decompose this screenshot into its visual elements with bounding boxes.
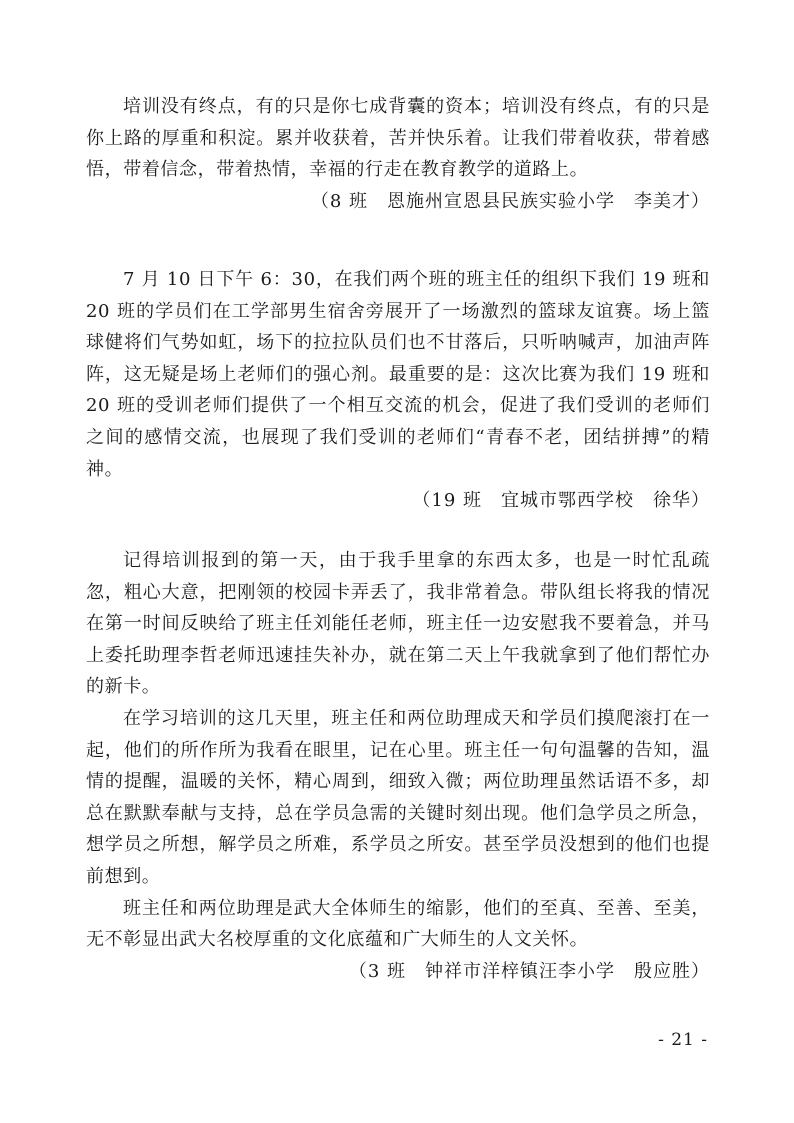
page-number: - 21 - — [658, 1030, 708, 1050]
paragraph: 7 月 10 日下午 6：30，在我们两个班的班主任的组织下我们 19 班和 20 班的学员们在工学部男生宿舍旁展开了一场激烈的篮球友谊赛。场上篮球健将们气势如虹，场下的拉拉队员们也不甘落后，只听呐喊声，加油声阵阵，这无疑是场上老师们的强心剂。最重要的是：这次比赛为我们 19 班和 20 班的受训老师们提供了一个相互交流的机会，促进了我们受训的老师们之间的感情交流，也展现了我们受训的老师们“青春不老，团结拼搏”的精神。 — [86, 269, 710, 480]
author-signature: （3 班 钟祥市洋梓镇汪李小学 殷应胜） — [348, 960, 710, 982]
paragraph: 班主任和两位助理是武大全体师生的缩影，他们的至真、至善、至美，无不彰显出武大名校厚重的文化底蕴和广大师生的人文关怀。 — [86, 897, 710, 951]
section-reflection-8 — [86, 91, 710, 217]
section-reflection-19 — [86, 264, 710, 517]
paragraph: 在学习培训的这几天里，班主任和两位助理成天和学员们摸爬滚打在一起，他们的所作所为我看在眼里，记在心里。班主任一句句温馨的告知，温情的提醒，温暖的关怀，精心周到，细致入微；两位助理虽然话语不多，却总在默默奉献与支持，总在学员急需的关键时刻出现。他们急学员之所急，想学员之所想，解学员之所难，系学员之所安。甚至学员没想到的他们也提前想到。 — [86, 707, 710, 887]
author-signature: （19 班 宜城市鄂西学校 徐华） — [412, 490, 710, 512]
section-reflection-3 — [86, 545, 710, 987]
author-signature: （8 班 恩施州宣恩县民族实验小学 李美才） — [310, 190, 710, 212]
paragraph: 培训没有终点，有的只是你七成背囊的资本；培训没有终点，有的只是你上路的厚重和积淀。累并收获着，苦并快乐着。让我们带着收获，带着感悟，带着信念，带着热情，幸福的行走在教育教学的道路上。 — [86, 96, 710, 181]
paragraph: 记得培训报到的第一天，由于我手里拿的东西太多，也是一时忙乱疏忽，粗心大意，把刚领的校园卡弄丢了，我非常着急。带队组长将我的情况在第一时间反映给了班主任刘能任老师，班主任一边安慰我不要着急，并马上委托助理李哲老师迅速挂失补办，就在第二天上午我就拿到了他们帮忙办的新卡。 — [86, 550, 710, 698]
